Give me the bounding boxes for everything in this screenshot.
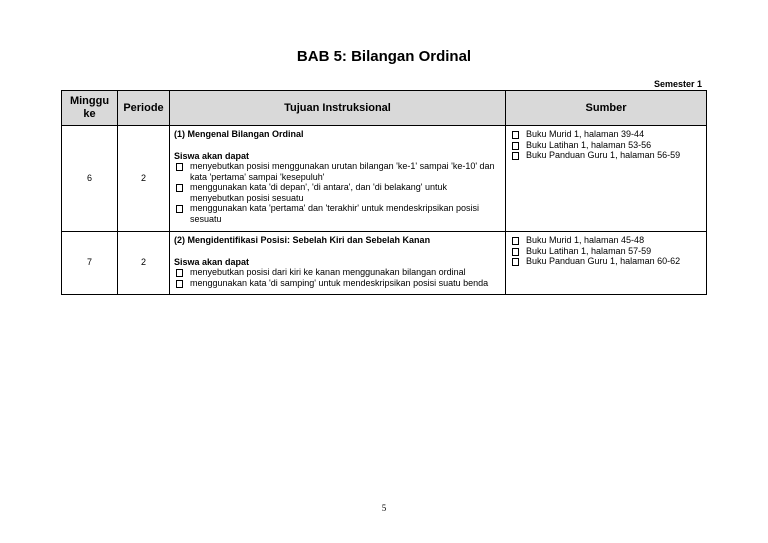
periode-cell: 2: [118, 232, 170, 295]
header-minggu: Minggu ke: [62, 91, 118, 126]
page-title: BAB 5: Bilangan Ordinal: [296, 48, 472, 65]
table-row: [62, 232, 707, 295]
table-header-row: [62, 91, 707, 126]
sources-cell: [506, 232, 707, 295]
list-item: menyebutkan posisi menggunakan urutan bilangan 'ke-1' sampai 'ke-10' dan kata 'pertama' sampai 'kesepuluh': [174, 161, 501, 182]
minggu-cell: 7: [62, 232, 118, 295]
page-number: 5: [381, 503, 387, 513]
objectives-list: [174, 161, 501, 224]
list-item: menggunakan kata 'pertama' dan 'terakhir' untuk mendeskripsikan posisi sesuatu: [174, 203, 501, 224]
list-item: Buku Murid 1, halaman 39-44: [510, 129, 702, 140]
list-item: menggunakan kata 'di depan', 'di antara', dan 'di belakang' untuk menyebutkan posisi sesuatu: [174, 182, 501, 203]
minggu-cell: 6: [62, 126, 118, 232]
sources-list: [510, 129, 702, 161]
list-item: Buku Latihan 1, halaman 57-59: [510, 246, 702, 257]
syllabus-table: [61, 90, 707, 295]
header-tujuan: Tujuan Instruksional: [170, 91, 506, 126]
semester-label: Semester 1: [653, 79, 702, 89]
list-item: menggunakan kata 'di samping' untuk mendeskripsikan posisi suatu benda: [174, 278, 501, 289]
objectives-subheading: Siswa akan dapat: [174, 150, 250, 161]
sources-list: [510, 235, 702, 267]
objectives-subheading: Siswa akan dapat: [174, 256, 250, 267]
section-title: (1) Mengenal Bilangan Ordinal: [174, 129, 304, 139]
header-sumber: Sumber: [506, 91, 707, 126]
list-item: Buku Panduan Guru 1, halaman 56-59: [510, 150, 702, 161]
list-item: Buku Panduan Guru 1, halaman 60-62: [510, 256, 702, 267]
sources-cell: [506, 126, 707, 232]
list-item: menyebutkan posisi dari kiri ke kanan menggunakan bilangan ordinal: [174, 267, 501, 278]
objectives-cell: [170, 126, 506, 232]
objectives-cell: [170, 232, 506, 295]
list-item: Buku Murid 1, halaman 45-48: [510, 235, 702, 246]
header-periode: Periode: [118, 91, 170, 126]
periode-cell: 2: [118, 126, 170, 232]
objectives-list: [174, 267, 501, 288]
section-title: (2) Mengidentifikasi Posisi: Sebelah Kiri dan Sebelah Kanan: [174, 235, 431, 245]
list-item: Buku Latihan 1, halaman 53-56: [510, 140, 702, 151]
table-row: [62, 126, 707, 232]
